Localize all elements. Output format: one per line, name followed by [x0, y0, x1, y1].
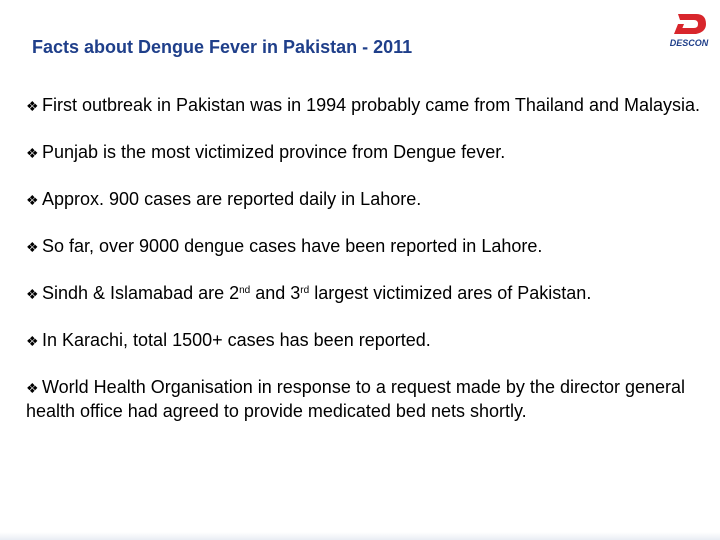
bullet-sindh-islamabad: [26, 282, 706, 306]
ordinal-suffix: nd: [239, 285, 251, 296]
diamond-bullet-icon: ❖: [26, 145, 39, 161]
bullet-text-part: largest victimized ares of Pakistan.: [309, 283, 592, 303]
bullet-text: Punjab is the most victimized province from Dengue fever.: [42, 142, 506, 162]
bullet-text: Approx. 900 cases are reported daily in Lahore.: [42, 189, 422, 209]
diamond-bullet-icon: ❖: [26, 239, 39, 255]
diamond-bullet-icon: ❖: [26, 286, 39, 302]
footer-band: [0, 532, 720, 540]
svg-text:DESCON: DESCON: [669, 38, 709, 48]
bullet-list: [26, 94, 706, 423]
diamond-bullet-icon: ❖: [26, 192, 39, 208]
descon-logo: [668, 10, 710, 66]
bullet-who: [26, 376, 706, 423]
bullet-text: So far, over 9000 dengue cases have been reported in Lahore.: [42, 236, 543, 256]
slide-title: Facts about Dengue Fever in Pakistan - 2011: [32, 37, 413, 57]
bullet-lahore-total: [26, 235, 706, 259]
bullet-text: World Health Organisation in response to a request made by the director general health office had agreed to provide medicated bed nets shortly.: [26, 377, 686, 421]
bullet-text: In Karachi, total 1500+ cases has been reported.: [42, 330, 431, 350]
diamond-bullet-icon: ❖: [26, 380, 39, 396]
bullet-text-part: Sindh & Islamabad are 2: [42, 283, 240, 303]
bullet-punjab: [26, 141, 706, 165]
ordinal-suffix: rd: [300, 285, 310, 296]
bullet-text: First outbreak in Pakistan was in 1994 probably came from Thailand and Malaysia.: [42, 95, 701, 115]
bullet-text-part: and 3: [250, 283, 301, 303]
diamond-bullet-icon: ❖: [26, 333, 39, 349]
diamond-bullet-icon: ❖: [26, 98, 39, 114]
bullet-lahore-daily: [26, 188, 706, 212]
bullet-first-outbreak: [26, 94, 706, 118]
bullet-karachi: [26, 329, 706, 353]
